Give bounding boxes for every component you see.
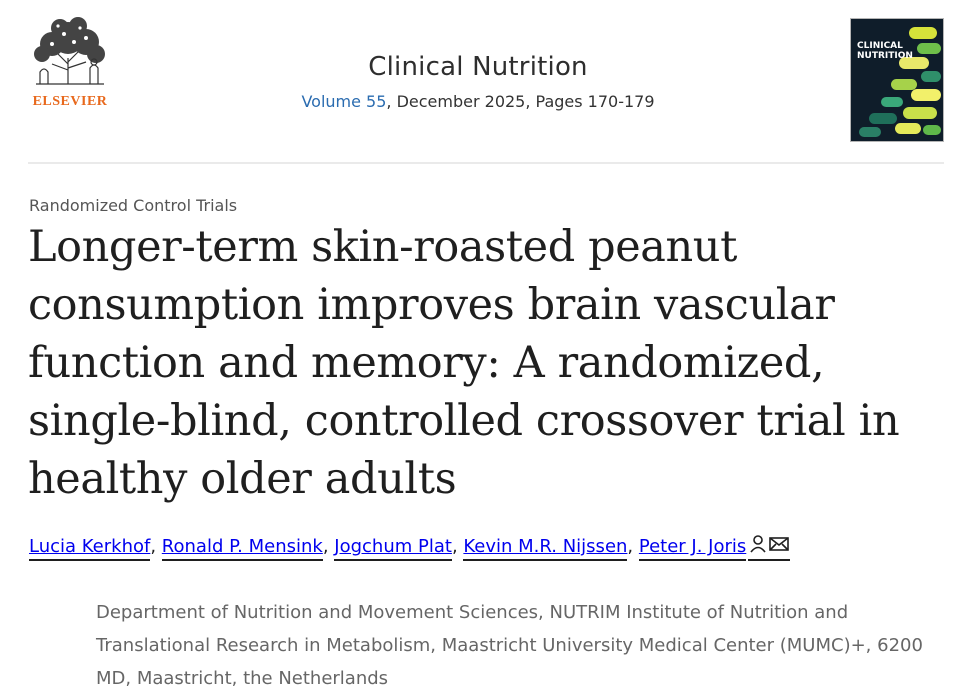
issue-details: , December 2025, Pages 170-179 (386, 92, 655, 111)
header-divider (28, 162, 944, 164)
article-type: Randomized Control Trials (29, 196, 238, 215)
author-link[interactable]: Kevin M.R. Nijssen (463, 536, 627, 561)
author-separator: , (322, 536, 335, 557)
author-affiliation: Department of Nutrition and Movement Sciences, NUTRIM Institute of Nutrition and Translational Research in Metabolism, Maastricht University Medical Center (MUMC)+, 6200 MD, Maastricht, the Netherlands (96, 602, 923, 689)
author-link-corresponding[interactable]: Peter J. Joris (639, 536, 746, 561)
journal-cover[interactable] (850, 18, 944, 142)
volume-link[interactable]: Volume 55 (301, 92, 387, 111)
envelope-icon (768, 534, 790, 554)
article-title: Longer-term skin-roasted peanut consumption improves brain vascular function and memory: A randomized, single-blind, controlled crossover trial in healthy older adults (28, 222, 900, 504)
article-header (28, 14, 944, 146)
elsevier-tree-icon (28, 14, 112, 92)
cover-title-line2: NUTRITION (857, 51, 913, 61)
author-separator: , (627, 536, 639, 557)
journal-info (278, 52, 678, 111)
journal-title[interactable]: Clinical Nutrition (368, 52, 588, 82)
author-separator: , (150, 536, 162, 557)
author-separator: , (451, 536, 464, 557)
person-icon (748, 534, 768, 554)
author-link[interactable]: Lucia Kerkhof (29, 536, 150, 561)
cover-art-icon (851, 19, 943, 141)
elsevier-logo[interactable] (28, 14, 112, 112)
cover-title-line1: CLINICAL (857, 41, 903, 51)
corresponding-author-icons[interactable] (748, 534, 790, 561)
publisher-name: ELSEVIER (32, 94, 108, 109)
author-list (29, 534, 929, 561)
author-link[interactable]: Ronald P. Mensink (162, 536, 323, 561)
author-link[interactable]: Jogchum Plat (334, 536, 452, 561)
issue-line (278, 92, 678, 111)
cover-title (857, 41, 913, 61)
